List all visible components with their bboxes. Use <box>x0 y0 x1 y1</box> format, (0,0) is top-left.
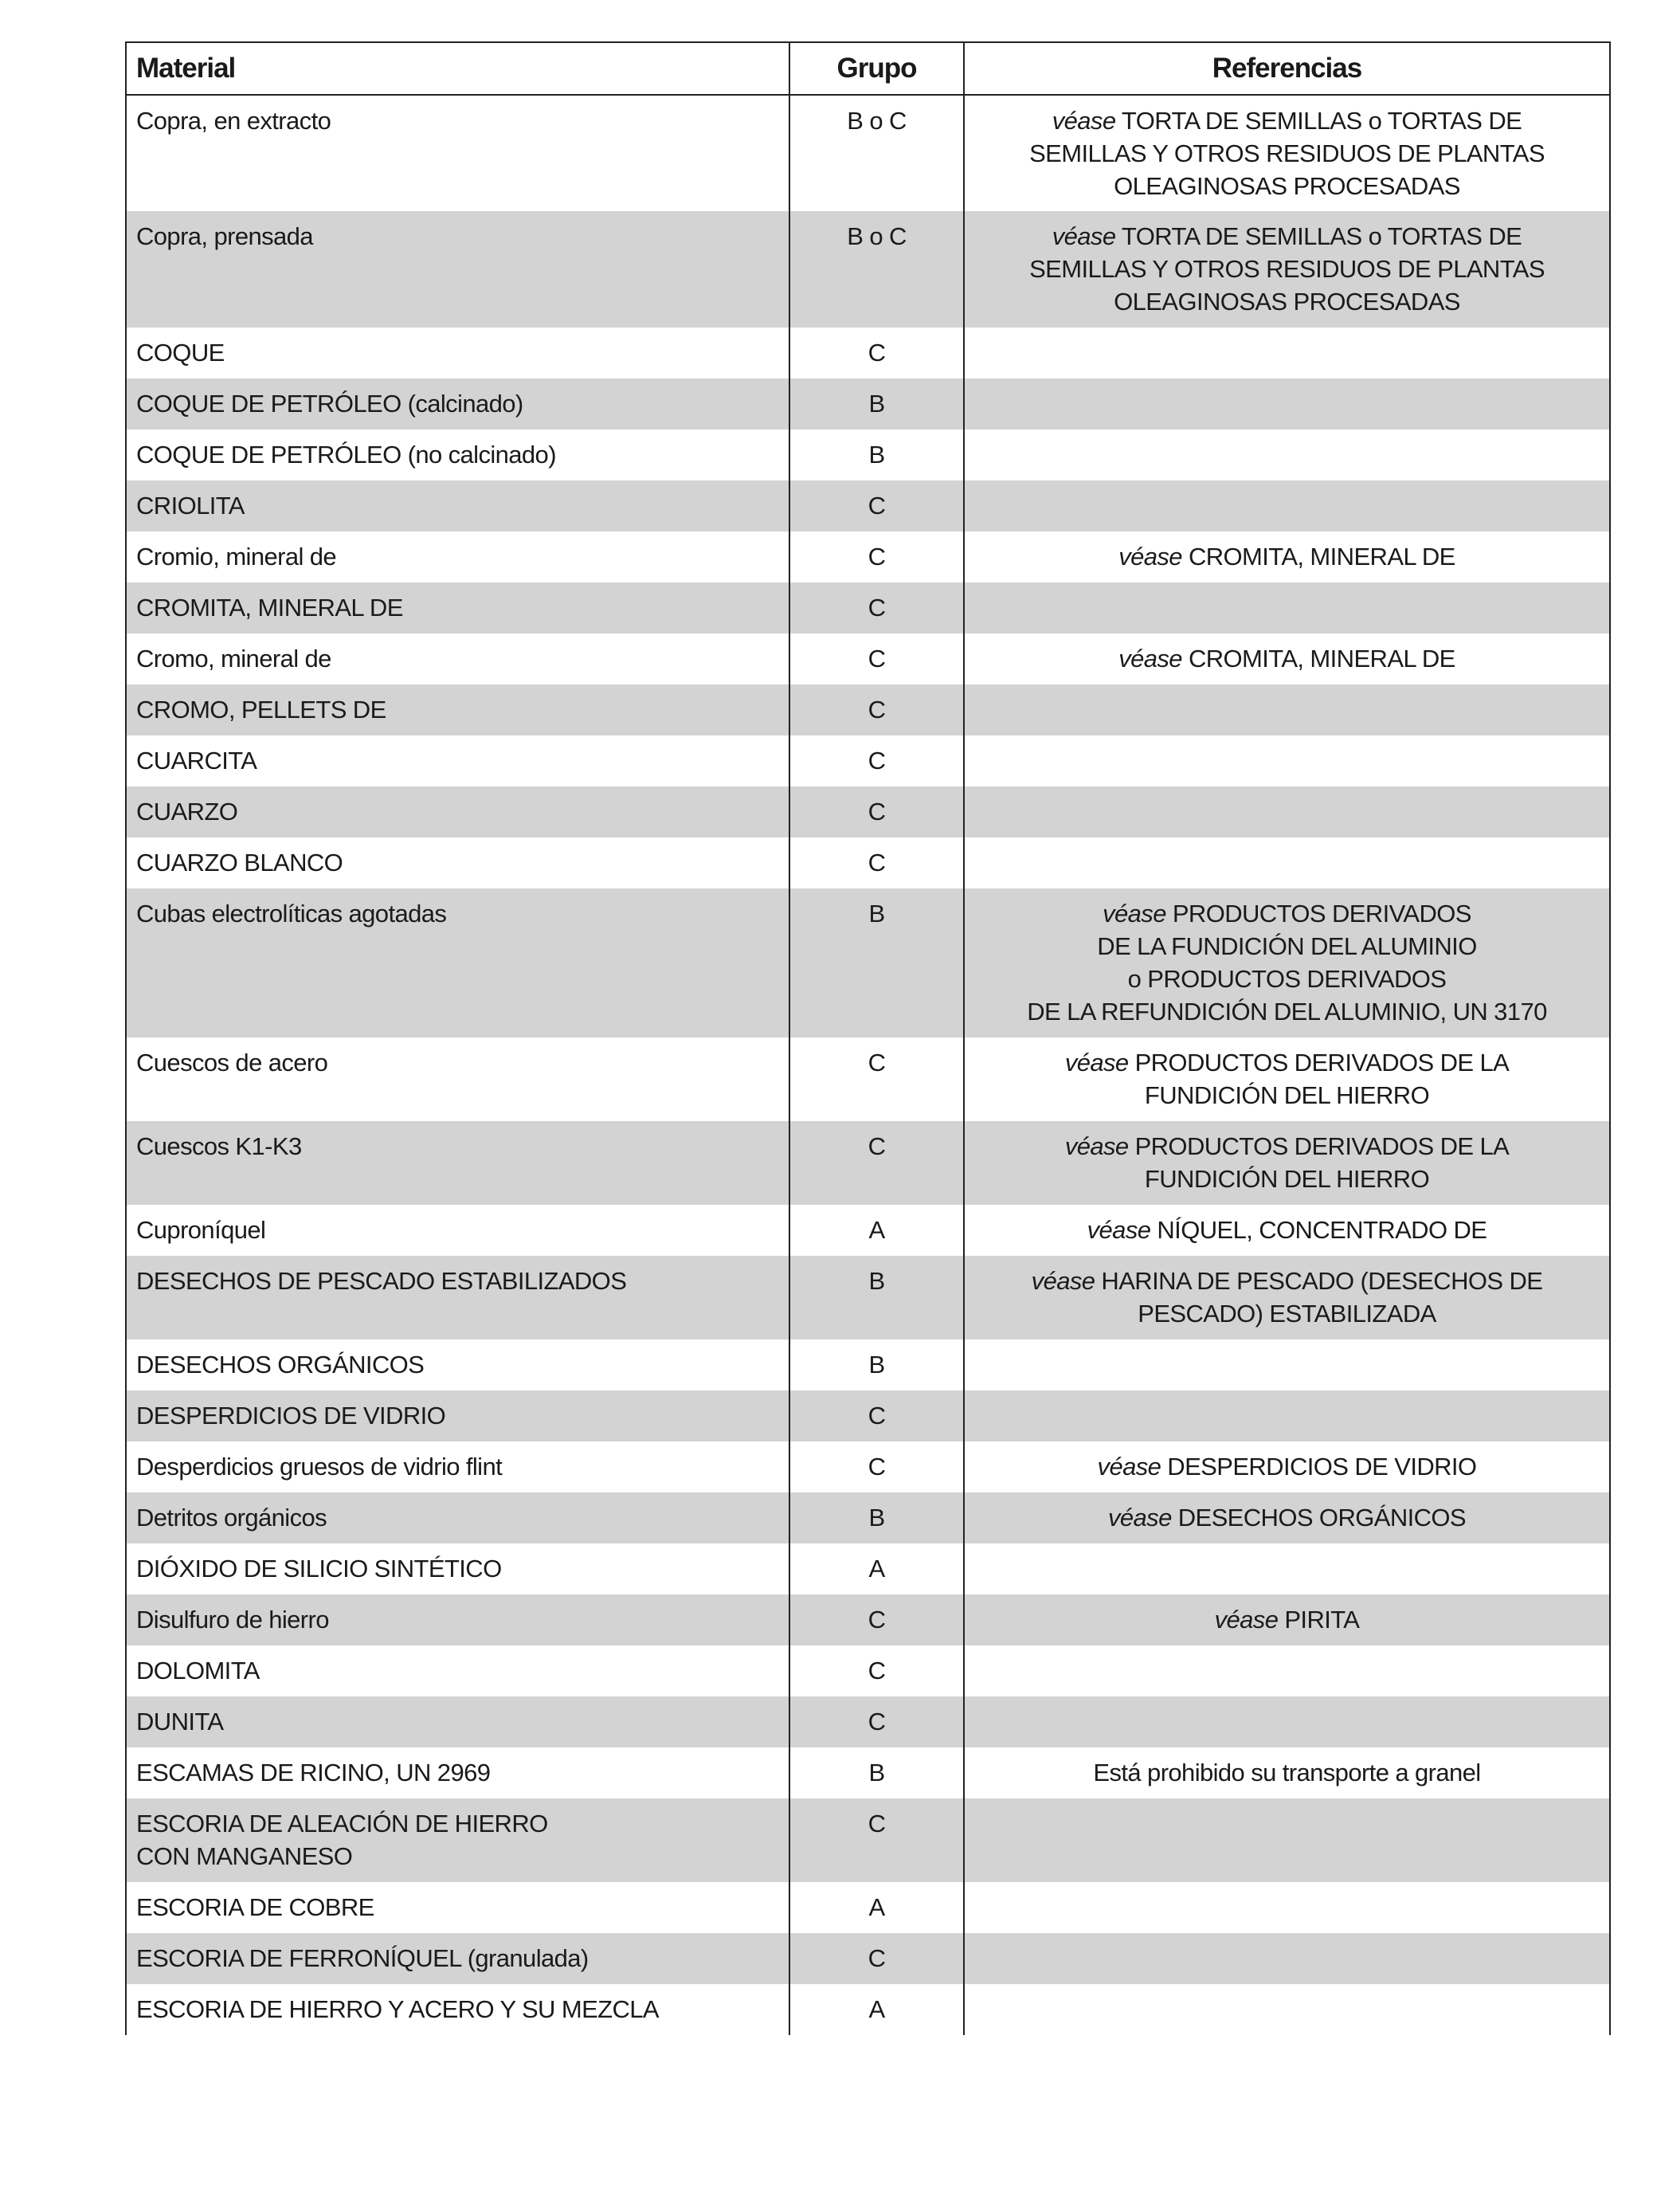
material-cell <box>126 327 789 378</box>
grupo-cell <box>789 1339 964 1390</box>
reference-line <box>974 253 1600 285</box>
grupo-cell <box>789 1747 964 1798</box>
reference-text: FUNDICIÓN DEL HIERRO <box>1144 1081 1430 1109</box>
material-cell <box>126 786 789 837</box>
table-row <box>126 1205 1610 1256</box>
material-text: Cromio, mineral de <box>136 543 337 571</box>
vease-prefix: véase <box>1103 900 1166 928</box>
material-cell <box>126 1882 789 1933</box>
vease-prefix: véase <box>1097 1453 1161 1481</box>
vease-prefix: véase <box>1107 1504 1172 1532</box>
material-cell <box>126 1696 789 1747</box>
material-text: Cuescos de acero <box>136 1049 328 1077</box>
reference-text: PRODUCTOS DERIVADOS DE LA <box>1134 1049 1510 1077</box>
material-text: Cuproníquel <box>136 1216 266 1244</box>
reference-text: DE LA FUNDICIÓN DEL ALUMINIO <box>1097 932 1477 960</box>
referencias-cell <box>964 1696 1610 1747</box>
material-cell <box>126 1798 789 1882</box>
grupo-text: A <box>868 1893 885 1921</box>
reference-text: DESPERDICIOS DE VIDRIO <box>1167 1453 1477 1481</box>
reference-line <box>974 963 1600 995</box>
table-row <box>126 633 1610 684</box>
grupo-cell <box>789 1645 964 1696</box>
grupo-cell <box>789 888 964 1037</box>
reference-line <box>974 1130 1600 1163</box>
material-text: CUARZO BLANCO <box>136 849 343 877</box>
vease-prefix: véase <box>1087 1216 1151 1244</box>
grupo-text: A <box>868 1216 885 1244</box>
table-row <box>126 1339 1610 1390</box>
material-text: COQUE DE PETRÓLEO (no calcinado) <box>136 441 556 469</box>
grupo-cell <box>789 378 964 429</box>
vease-prefix: véase <box>1118 543 1182 571</box>
table-row <box>126 888 1610 1037</box>
referencias-cell <box>964 1594 1610 1645</box>
vease-prefix: véase <box>1214 1606 1279 1634</box>
material-text: CUARCITA <box>136 747 257 775</box>
grupo-text: C <box>868 1606 886 1634</box>
grupo-text: C <box>868 798 886 826</box>
referencias-cell <box>964 1339 1610 1390</box>
material-cell <box>126 531 789 582</box>
material-text: COQUE DE PETRÓLEO (calcinado) <box>136 390 523 418</box>
material-cell <box>126 1037 789 1121</box>
table-row <box>126 786 1610 837</box>
table-body <box>126 95 1610 2035</box>
material-cell <box>126 1933 789 1984</box>
grupo-text: A <box>868 1555 885 1583</box>
table-row <box>126 327 1610 378</box>
reference-line <box>974 642 1600 675</box>
referencias-cell <box>964 1492 1610 1543</box>
grupo-text: C <box>868 1402 886 1430</box>
table-row <box>126 1390 1610 1441</box>
table-row <box>126 1037 1610 1121</box>
grupo-cell <box>789 531 964 582</box>
grupo-text: C <box>868 1049 886 1077</box>
reference-line <box>974 897 1600 930</box>
grupo-text: C <box>868 1453 886 1481</box>
reference-text: PESCADO) ESTABILIZADA <box>1138 1300 1436 1328</box>
material-text: ESCAMAS DE RICINO, UN 2969 <box>136 1759 491 1786</box>
table-row <box>126 1747 1610 1798</box>
table-row <box>126 1696 1610 1747</box>
material-text: CROMO, PELLETS DE <box>136 696 386 724</box>
table-row <box>126 1798 1610 1882</box>
material-cell <box>126 633 789 684</box>
grupo-cell <box>789 327 964 378</box>
grupo-text: C <box>868 696 886 724</box>
vease-prefix: véase <box>1118 645 1182 673</box>
material-text: CROMITA, MINERAL DE <box>136 594 403 622</box>
referencias-cell <box>964 735 1610 786</box>
grupo-text: C <box>868 1708 886 1735</box>
grupo-text: B <box>868 900 885 928</box>
reference-text: DESECHOS ORGÁNICOS <box>1177 1504 1466 1532</box>
material-text: DESPERDICIOS DE VIDRIO <box>136 1402 446 1430</box>
grupo-text: C <box>868 1657 886 1684</box>
material-text: ESCORIA DE FERRONÍQUEL (granulada) <box>136 1944 589 1972</box>
material-text: CON MANGANESO <box>136 1842 353 1870</box>
material-cell <box>126 735 789 786</box>
grupo-cell <box>789 1037 964 1121</box>
grupo-cell <box>789 1798 964 1882</box>
table-header-row <box>126 42 1610 95</box>
grupo-text: C <box>868 747 886 775</box>
material-text: Detritos orgánicos <box>136 1504 327 1532</box>
material-text: DIÓXIDO DE SILICIO SINTÉTICO <box>136 1555 502 1583</box>
referencias-cell <box>964 1645 1610 1696</box>
grupo-text: B <box>868 1759 885 1786</box>
grupo-cell <box>789 1933 964 1984</box>
material-cell <box>126 1594 789 1645</box>
grupo-text: B <box>868 390 885 418</box>
material-text: CRIOLITA <box>136 492 245 520</box>
reference-line <box>974 1079 1600 1112</box>
grupo-cell <box>789 1594 964 1645</box>
material-text: ESCORIA DE ALEACIÓN DE HIERRO <box>136 1810 548 1837</box>
grupo-cell <box>789 211 964 327</box>
grupo-text: C <box>868 1132 886 1160</box>
referencias-cell <box>964 1882 1610 1933</box>
reference-line <box>974 170 1600 202</box>
reference-text: o PRODUCTOS DERIVADOS <box>1127 965 1447 993</box>
referencias-cell <box>964 1205 1610 1256</box>
reference-text: DE LA REFUNDICIÓN DEL ALUMINIO, UN 3170 <box>1027 998 1547 1026</box>
table-row <box>126 429 1610 480</box>
material-cell <box>126 1747 789 1798</box>
reference-text: CROMITA, MINERAL DE <box>1188 645 1455 673</box>
grupo-text: C <box>868 645 886 673</box>
referencias-cell <box>964 582 1610 633</box>
referencias-cell <box>964 1121 1610 1205</box>
material-cell <box>126 429 789 480</box>
referencias-cell <box>964 1037 1610 1121</box>
grupo-cell <box>789 429 964 480</box>
grupo-text: C <box>868 594 886 622</box>
material-cell <box>126 1492 789 1543</box>
material-text: DOLOMITA <box>136 1657 260 1684</box>
referencias-cell <box>964 633 1610 684</box>
table-row <box>126 1121 1610 1205</box>
material-cell <box>126 1339 789 1390</box>
table-row <box>126 378 1610 429</box>
referencias-cell <box>964 429 1610 480</box>
material-text: ESCORIA DE HIERRO Y ACERO Y SU MEZCLA <box>136 1995 659 2023</box>
material-text: Cuescos K1-K3 <box>136 1132 302 1160</box>
table-row <box>126 1933 1610 1984</box>
grupo-text: B <box>868 1267 885 1295</box>
table-row <box>126 95 1610 211</box>
grupo-text: C <box>868 849 886 877</box>
header-grupo: Grupo <box>789 42 964 95</box>
table-row <box>126 1645 1610 1696</box>
material-cell <box>126 211 789 327</box>
table-row <box>126 837 1610 888</box>
grupo-text: A <box>868 1995 885 2023</box>
grupo-cell <box>789 837 964 888</box>
table-row <box>126 1594 1610 1645</box>
reference-text: TORTA DE SEMILLAS o TORTAS DE <box>1121 107 1522 135</box>
referencias-cell <box>964 211 1610 327</box>
table-row <box>126 1492 1610 1543</box>
referencias-cell <box>964 1798 1610 1882</box>
vease-prefix: véase <box>1064 1049 1129 1077</box>
grupo-cell <box>789 480 964 531</box>
reference-text: PRODUCTOS DERIVADOS DE LA <box>1134 1132 1510 1160</box>
reference-line <box>974 220 1600 253</box>
reference-line <box>974 1756 1600 1789</box>
table-row <box>126 1256 1610 1339</box>
grupo-text: C <box>868 339 886 367</box>
reference-text: NÍQUEL, CONCENTRADO DE <box>1157 1216 1487 1244</box>
material-text: Cromo, mineral de <box>136 645 331 673</box>
material-text: DESECHOS ORGÁNICOS <box>136 1351 425 1379</box>
material-cell <box>126 1645 789 1696</box>
reference-line <box>974 1265 1600 1297</box>
vease-prefix: véase <box>1031 1267 1095 1295</box>
grupo-cell <box>789 95 964 211</box>
reference-line <box>974 104 1600 137</box>
grupo-text: C <box>868 1810 886 1837</box>
reference-text: SEMILLAS Y OTROS RESIDUOS DE PLANTAS <box>1029 255 1545 283</box>
referencias-cell <box>964 1984 1610 2035</box>
reference-line <box>974 1163 1600 1195</box>
reference-line <box>974 1603 1600 1636</box>
material-cell <box>126 1390 789 1441</box>
material-cell <box>126 1441 789 1492</box>
referencias-cell <box>964 1933 1610 1984</box>
referencias-cell <box>964 1390 1610 1441</box>
grupo-text: B <box>868 441 885 469</box>
table-row <box>126 1984 1610 2035</box>
header-referencias: Referencias <box>964 42 1610 95</box>
material-text: Desperdicios gruesos de vidrio flint <box>136 1453 503 1481</box>
grupo-cell <box>789 1543 964 1594</box>
material-text: Copra, prensada <box>136 222 313 250</box>
grupo-cell <box>789 1441 964 1492</box>
material-text: ESCORIA DE COBRE <box>136 1893 374 1921</box>
reference-line <box>974 285 1600 318</box>
table-row <box>126 1882 1610 1933</box>
material-text: DUNITA <box>136 1708 224 1735</box>
reference-line <box>974 540 1600 573</box>
grupo-text: C <box>868 492 886 520</box>
reference-text: OLEAGINOSAS PROCESADAS <box>1114 172 1460 200</box>
grupo-text: B <box>868 1504 885 1532</box>
referencias-cell <box>964 786 1610 837</box>
reference-line <box>974 1450 1600 1483</box>
reference-text: PIRITA <box>1284 1606 1360 1634</box>
vease-prefix: véase <box>1064 1132 1129 1160</box>
grupo-cell <box>789 1121 964 1205</box>
reference-text: CROMITA, MINERAL DE <box>1188 543 1455 571</box>
referencias-cell <box>964 327 1610 378</box>
referencias-cell <box>964 480 1610 531</box>
material-cell <box>126 480 789 531</box>
table-row <box>126 735 1610 786</box>
grupo-cell <box>789 1696 964 1747</box>
reference-line <box>974 930 1600 963</box>
reference-line <box>974 1501 1600 1534</box>
grupo-cell <box>789 684 964 735</box>
reference-line <box>974 1046 1600 1079</box>
reference-text: Está prohibido su transporte a granel <box>1093 1759 1481 1786</box>
grupo-text: C <box>868 543 886 571</box>
grupo-cell <box>789 1492 964 1543</box>
table-row <box>126 582 1610 633</box>
material-cell <box>126 95 789 211</box>
material-cell <box>126 1256 789 1339</box>
grupo-cell <box>789 1256 964 1339</box>
material-text: Copra, en extracto <box>136 107 331 135</box>
reference-line <box>974 995 1600 1028</box>
material-text: Disulfuro de hierro <box>136 1606 329 1634</box>
material-text: DESECHOS DE PESCADO ESTABILIZADOS <box>136 1267 627 1295</box>
referencias-cell <box>964 531 1610 582</box>
material-cell <box>126 582 789 633</box>
table-row <box>126 1543 1610 1594</box>
grupo-text: C <box>868 1944 886 1972</box>
reference-text: SEMILLAS Y OTROS RESIDUOS DE PLANTAS <box>1029 139 1545 167</box>
material-text: CUARZO <box>136 798 238 826</box>
material-cell <box>126 1205 789 1256</box>
reference-text: OLEAGINOSAS PROCESADAS <box>1114 288 1460 316</box>
material-cell <box>126 888 789 1037</box>
referencias-cell <box>964 95 1610 211</box>
material-cell <box>126 378 789 429</box>
table-row <box>126 1441 1610 1492</box>
referencias-cell <box>964 837 1610 888</box>
grupo-cell <box>789 786 964 837</box>
grupo-cell <box>789 735 964 786</box>
material-cell <box>126 1543 789 1594</box>
referencias-cell <box>964 684 1610 735</box>
material-cell <box>126 684 789 735</box>
table-row <box>126 211 1610 327</box>
grupo-cell <box>789 1390 964 1441</box>
referencias-cell <box>964 888 1610 1037</box>
referencias-cell <box>964 1256 1610 1339</box>
material-text: COQUE <box>136 339 225 367</box>
table-row <box>126 531 1610 582</box>
material-cell <box>126 837 789 888</box>
vease-prefix: véase <box>1052 222 1116 250</box>
reference-line <box>974 137 1600 170</box>
referencias-cell <box>964 1543 1610 1594</box>
reference-text: TORTA DE SEMILLAS o TORTAS DE <box>1121 222 1522 250</box>
table-row <box>126 480 1610 531</box>
materials-table <box>125 41 1611 2035</box>
reference-text: PRODUCTOS DERIVADOS <box>1172 900 1471 928</box>
grupo-text: B o C <box>847 107 907 135</box>
grupo-cell <box>789 1205 964 1256</box>
grupo-cell <box>789 582 964 633</box>
grupo-cell <box>789 1984 964 2035</box>
grupo-cell <box>789 1882 964 1933</box>
material-text: Cubas electrolíticas agotadas <box>136 900 447 928</box>
grupo-cell <box>789 633 964 684</box>
reference-line <box>974 1297 1600 1330</box>
header-material: Material <box>126 42 789 95</box>
referencias-cell <box>964 1441 1610 1492</box>
reference-text: HARINA DE PESCADO (DESECHOS DE <box>1101 1267 1543 1295</box>
reference-text: FUNDICIÓN DEL HIERRO <box>1144 1165 1430 1193</box>
material-cell <box>126 1984 789 2035</box>
grupo-text: B o C <box>847 222 907 250</box>
reference-line <box>974 1214 1600 1246</box>
table-row <box>126 684 1610 735</box>
referencias-cell <box>964 378 1610 429</box>
material-cell <box>126 1121 789 1205</box>
referencias-cell <box>964 1747 1610 1798</box>
vease-prefix: véase <box>1052 107 1116 135</box>
grupo-text: B <box>868 1351 885 1379</box>
